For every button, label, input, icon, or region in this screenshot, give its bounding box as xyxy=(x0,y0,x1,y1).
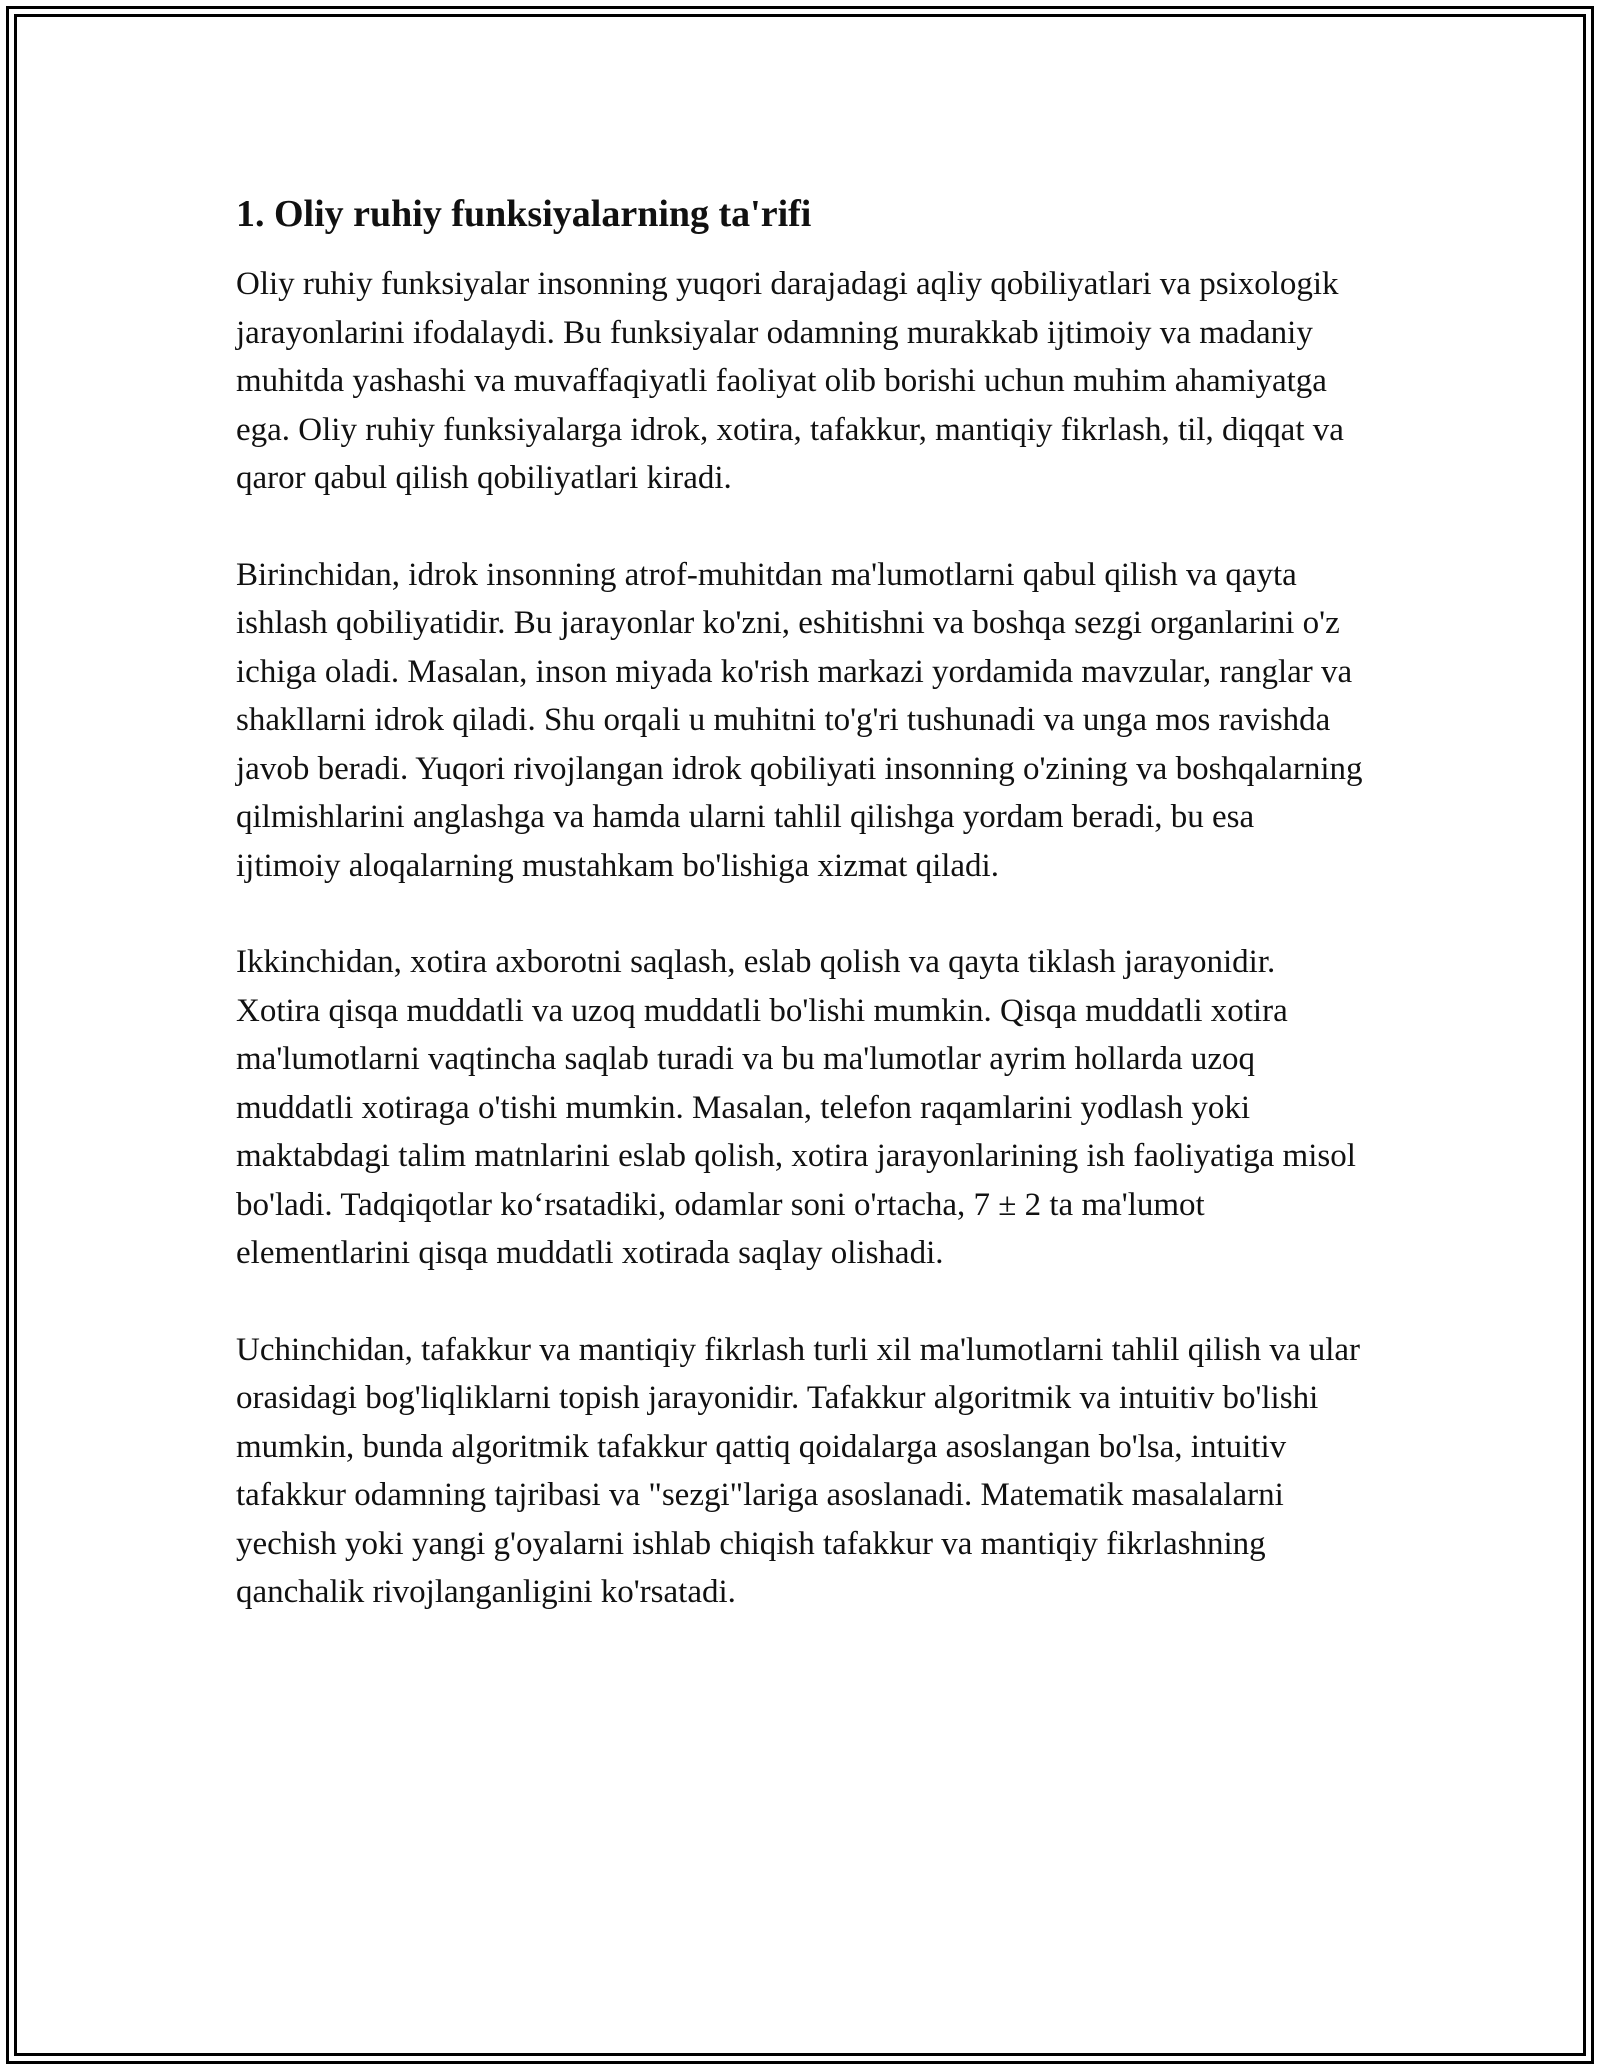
paragraph-intro: Oliy ruhiy funksiyalar insonning yuqori darajadagi aqliy qobiliyatlari va psixologik jarayonlarini ifodalaydi. Bu funksiyalar odamning murakkab ijtimoiy va madaniy muhitda yashashi va muvaffaqiyatli faoliyat olib borishi uchun muhim ahamiyatga ega. Oliy ruhiy funksiyalarga idrok, xotira, tafakkur, mantiqiy fikrlash, til, diqqat va qaror qabul qilish qobiliyatlari kiradi. xyxy=(236,266,1344,496)
paragraph-memory: Ikkinchidan, xotira axborotni saqlash, eslab qolish va qayta tiklash jarayonidir. Xotira qisqa muddatli va uzoq muddatli bo'lishi mumkin. Qisqa muddatli xotira ma'lumotlarni vaqtincha saqlab turadi va bu ma'lumotlar ayrim hollarda uzoq muddatli xotiraga o'tishi mumkin. Masalan, telefon raqamlarini yodlash yoki maktabdagi talim matnlarini eslab qolish, xotira jarayonlarining ish faoliyatiga misol bo'ladi. Tadqiqotlar ko‘rsatadiki, odamlar soni o'rtacha, 7 ± 2 ta ma'lumot elementlarini qisqa muddatli xotirada saqlay olishadi. xyxy=(236,944,1356,1271)
document-body xyxy=(236,186,1366,1665)
paragraph-thinking: Uchinchidan, tafakkur va mantiqiy fikrlash turli xil ma'lumotlarni tahlil qilish va ular orasidagi bog'liqliklarni topish jarayonidir. Tafakkur algoritmik va intuitiv bo'lishi mumkin, bunda algoritmik tafakkur qattiq qoidalarga asoslangan bo'lsa, intuitiv tafakkur odamning tajribasi va "sezgi"lariga asoslanadi. Matematik masalalarni yechish yoki yangi g'oyalarni ishlab chiqish tafakkur va mantiqiy fikrlashning qanchalik rivojlanganligini ko'rsatadi. xyxy=(236,1331,1361,1610)
section-heading: 1. Oliy ruhiy funksiyalarning ta'rifi xyxy=(236,193,812,235)
paragraph-perception: Birinchidan, idrok insonning atrof-muhitdan ma'lumotlarni qabul qilish va qayta ishlash qobiliyatidir. Bu jarayonlar ko'zni, eshitishni va boshqa sezgi organlarini o'z ichiga oladi. Masalan, inson miyada ko'rish markazi yordamida mavzular, ranglar va shakllarni idrok qiladi. Shu orqali u muhitni to'g'ri tushunadi va unga mos ravishda javob beradi. Yuqori rivojlangan idrok qobiliyati insonning o'zining va boshqalarning qilmishlarini anglashga va hamda ularni tahlil qilishga yordam beradi, bu esa ijtimoiy aloqalarning mustahkam bo'lishiga xizmat qiladi. xyxy=(236,556,1363,884)
